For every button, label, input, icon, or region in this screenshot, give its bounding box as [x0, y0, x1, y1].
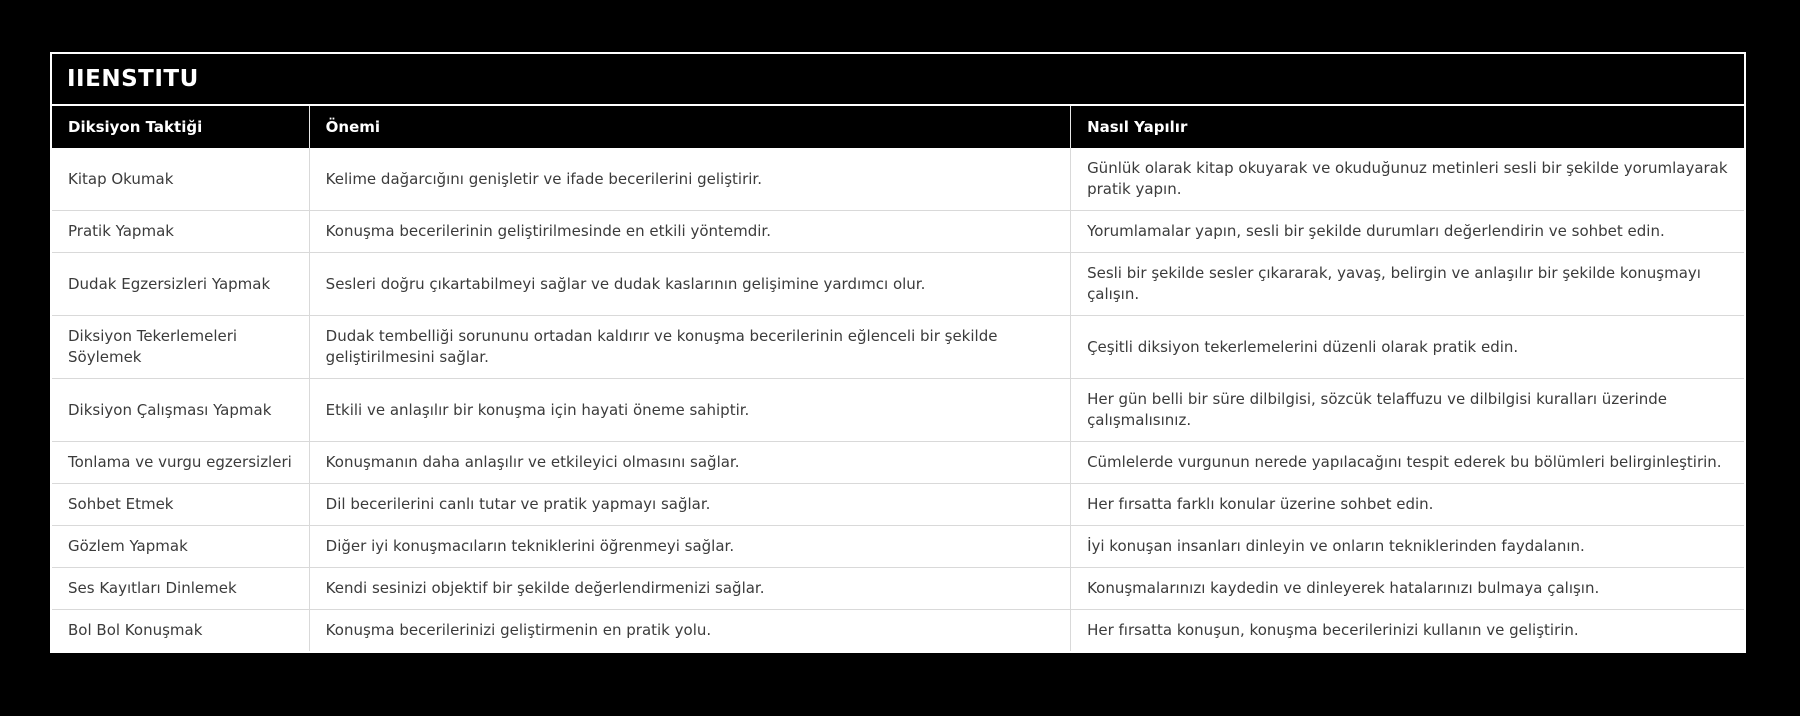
cell-nasil: Sesli bir şekilde sesler çıkararak, yavaş, belirgin ve anlaşılır bir şekilde konuşmayı çalışın.: [1071, 253, 1744, 316]
table-body: [52, 148, 1744, 651]
cell-taktik: Gözlem Yapmak: [52, 526, 309, 568]
table-row: [52, 568, 1744, 610]
table-row: [52, 379, 1744, 442]
table-header-row: [52, 105, 1744, 148]
cell-onemi: Konuşmanın daha anlaşılır ve etkileyici olmasını sağlar.: [309, 442, 1070, 484]
cell-onemi: Kendi sesinizi objektif bir şekilde değerlendirmenizi sağlar.: [309, 568, 1070, 610]
table-row: [52, 253, 1744, 316]
table-row: [52, 484, 1744, 526]
brand-title: IIENSTITU: [67, 66, 199, 92]
table-header: [52, 105, 1744, 148]
table-row: [52, 526, 1744, 568]
cell-onemi: Konuşma becerilerinin geliştirilmesinde en etkili yöntemdir.: [309, 211, 1070, 253]
table-row: [52, 211, 1744, 253]
cell-nasil: Her gün belli bir süre dilbilgisi, sözcük telaffuzu ve dilbilgisi kuralları üzerinde çalışmalısınız.: [1071, 379, 1744, 442]
table-row: [52, 442, 1744, 484]
table-row: [52, 316, 1744, 379]
cell-onemi: Dil becerilerini canlı tutar ve pratik yapmayı sağlar.: [309, 484, 1070, 526]
diction-tactics-table: [52, 104, 1744, 651]
cell-taktik: Diksiyon Tekerlemeleri Söylemek: [52, 316, 309, 379]
column-header-onemi: Önemi: [309, 105, 1070, 148]
cell-taktik: Ses Kayıtları Dinlemek: [52, 568, 309, 610]
cell-nasil: Her fırsatta farklı konular üzerine sohbet edin.: [1071, 484, 1744, 526]
cell-nasil: Çeşitli diksiyon tekerlemelerini düzenli olarak pratik edin.: [1071, 316, 1744, 379]
cell-taktik: Bol Bol Konuşmak: [52, 610, 309, 652]
cell-onemi: Dudak tembelliği sorununu ortadan kaldırır ve konuşma becerilerinin eğlenceli bir şekilde geliştirilmesini sağlar.: [309, 316, 1070, 379]
cell-nasil: Günlük olarak kitap okuyarak ve okuduğunuz metinleri sesli bir şekilde yorumlayarak pratik yapın.: [1071, 148, 1744, 211]
cell-nasil: Cümlelerde vurgunun nerede yapılacağını tespit ederek bu bölümleri belirginleştirin.: [1071, 442, 1744, 484]
cell-nasil: İyi konuşan insanları dinleyin ve onların tekniklerinden faydalanın.: [1071, 526, 1744, 568]
table-row: [52, 610, 1744, 652]
cell-taktik: Pratik Yapmak: [52, 211, 309, 253]
cell-taktik: Sohbet Etmek: [52, 484, 309, 526]
column-header-nasil: Nasıl Yapılır: [1071, 105, 1744, 148]
cell-onemi: Kelime dağarcığını genişletir ve ifade becerilerini geliştirir.: [309, 148, 1070, 211]
cell-onemi: Etkili ve anlaşılır bir konuşma için hayati öneme sahiptir.: [309, 379, 1070, 442]
cell-taktik: Tonlama ve vurgu egzersizleri: [52, 442, 309, 484]
column-header-taktik: Diksiyon Taktiği: [52, 105, 309, 148]
content-card: [50, 52, 1746, 653]
cell-nasil: Her fırsatta konuşun, konuşma becerilerinizi kullanın ve geliştirin.: [1071, 610, 1744, 652]
cell-taktik: Kitap Okumak: [52, 148, 309, 211]
cell-nasil: Konuşmalarınızı kaydedin ve dinleyerek hatalarınızı bulmaya çalışın.: [1071, 568, 1744, 610]
table-row: [52, 148, 1744, 211]
cell-onemi: Diğer iyi konuşmacıların tekniklerini öğrenmeyi sağlar.: [309, 526, 1070, 568]
cell-onemi: Sesleri doğru çıkartabilmeyi sağlar ve dudak kaslarının gelişimine yardımcı olur.: [309, 253, 1070, 316]
cell-nasil: Yorumlamalar yapın, sesli bir şekilde durumları değerlendirin ve sohbet edin.: [1071, 211, 1744, 253]
cell-onemi: Konuşma becerilerinizi geliştirmenin en pratik yolu.: [309, 610, 1070, 652]
cell-taktik: Dudak Egzersizleri Yapmak: [52, 253, 309, 316]
cell-taktik: Diksiyon Çalışması Yapmak: [52, 379, 309, 442]
